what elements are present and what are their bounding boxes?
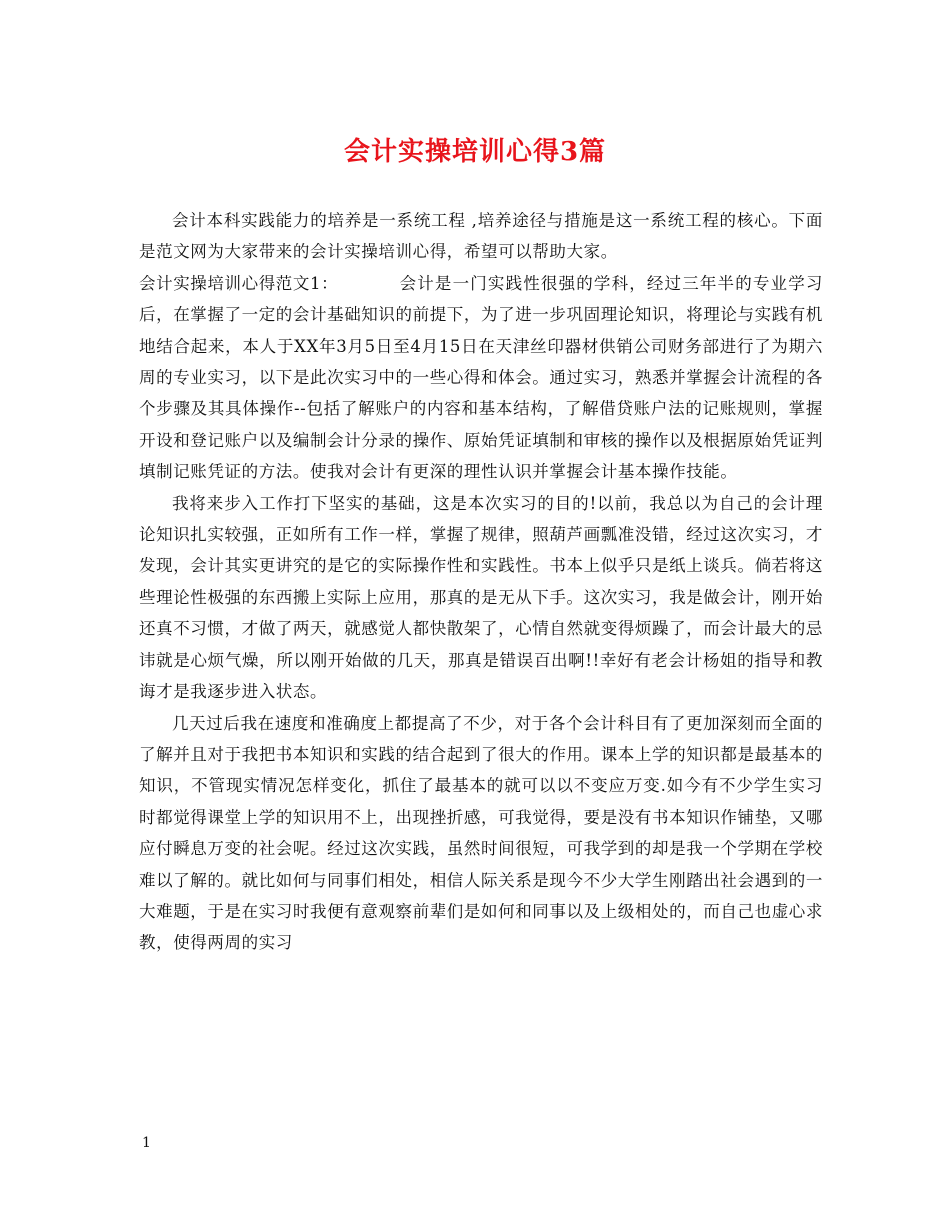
paragraph-3: 几天过后我在速度和准确度上都提高了不少，对于各个会计科目有了更加深刻而全面的了解并且对于我把书本知识和实践的结合起到了很大的作用。课本上学的知识都是最基本的知识，不管现实情况怎样变化，抓住了最基本的就可以以不变应万变.如今有不少学生实习时都觉得课堂上学的知识用不上，出现挫折感，可我觉得，要是没有书本知识作铺垫，又哪应付瞬息万变的社会呢。经过这次实践，虽然时间很短，可我学到的却是我一个学期在学校难以了解的。就比如何与同事们相处，相信人际关系是现今不少大学生刚踏出社会遇到的一大难题，于是在实习时我便有意观察前辈们是如何和同事以及上级相处的，而自己也虚心求教，使得两周的实习 (139, 713, 823, 953)
document-title: 会计实操培训心得3篇 (343, 137, 607, 167)
document-body (139, 205, 823, 959)
intro-paragraph: 会计本科实践能力的培养是一系统工程 ,培养途径与措施是这一系统工程的核心。下面是范文网为大家带来的会计实操培训心得，希望可以帮助大家。 (139, 211, 823, 262)
paragraph-2: 我将来步入工作打下坚实的基础，这是本次实习的目的!以前，我总以为自己的会计理论知识扎实较强，正如所有工作一样，掌握了规律，照葫芦画瓢准没错，经过这次实习，才发现，会计其实更讲究的是它的实际操作性和实践性。书本上似乎只是纸上谈兵。倘若将这些理论性极强的东西搬上实际上应用，那真的是无从下手。这次实习，我是做会计，刚开始还真不习惯，才做了两天，就感觉人都快散架了，心情自然就变得烦躁了，而会计最大的忌讳就是心烦气燥，所以刚开始做的几天，那真是错误百出啊!!幸好有老会计杨姐的指导和教诲才是我逐步进入状态。 (139, 493, 823, 702)
section-paragraph (139, 268, 823, 488)
section-first-text: 会计是一门实践性很强的学科，经过三年半的专业学习后，在掌握了一定的会计基础知识的前提下，为了进一步巩固理论知识，将理论与实践有机地结合起来，本人于XX年3月5日至4月15日在天津丝印器材供销公司财务部进行了为期六周的专业实习，以下是此次实习中的一些心得和体会。通过实习，熟悉并掌握会计流程的各个步骤及其具体操作--包括了解账户的内容和基本结构，了解借贷账户法的记账规则，掌握开设和登记账户以及编制会计分录的操作、原始凭证填制和审核的操作以及根据原始凭证判填制记账凭证的方法。使我对会计有更深的理性认识并掌握会计基本操作技能。 (139, 273, 823, 482)
section-label: 会计实操培训心得范文1： (139, 273, 339, 293)
page-number: 1 (142, 1135, 151, 1151)
